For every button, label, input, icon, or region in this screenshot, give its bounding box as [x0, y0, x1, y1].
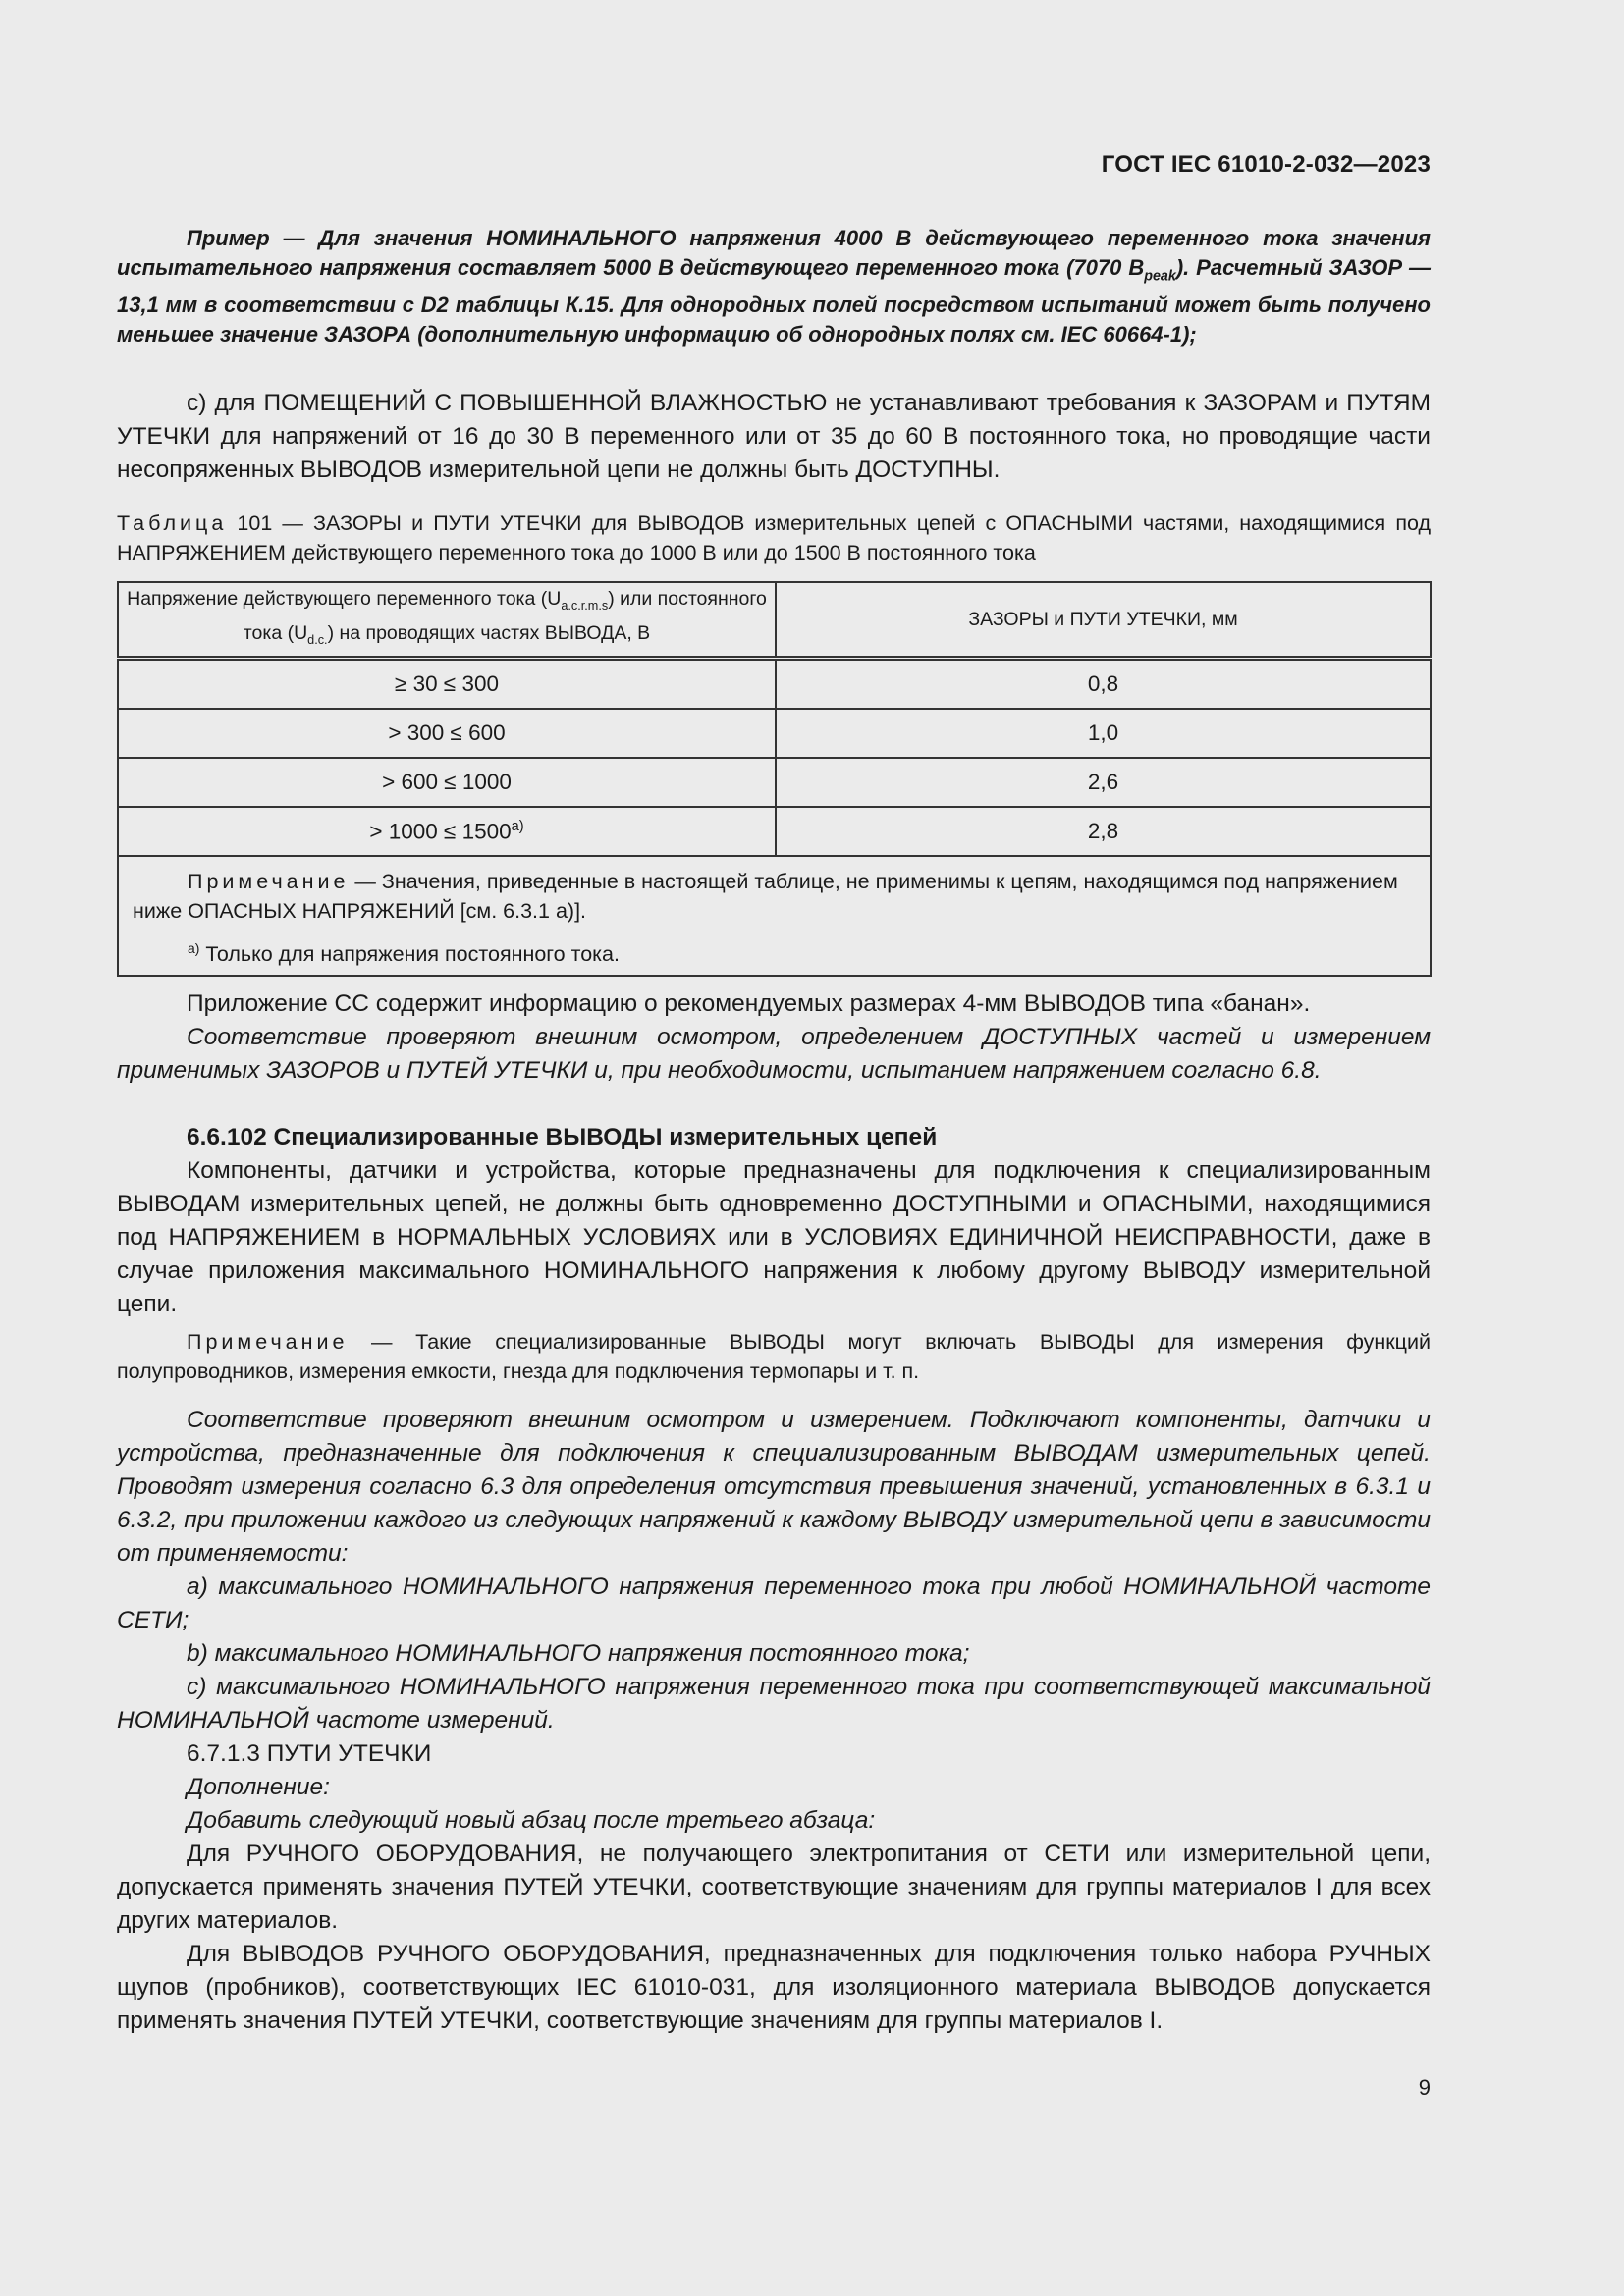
example-subscript: peak — [1144, 268, 1176, 285]
item-c-paragraph: c) для ПОМЕЩЕНИЙ С ПОВЫШЕННОЙ ВЛАЖНОСТЬЮ не устанавливают требования к ЗАЗОРАМ и ПУТЯМ УТЕЧКИ для напряжений от 16 до 30 В переменного или от 35 до 60 В постоянного тока, но проводящие части несопряженных ВЫВОДОВ измерительной цепи не должны быть ДОСТУПНЫ. — [117, 390, 1431, 483]
header-sub-acrms: a.c.r.m.s — [561, 599, 609, 613]
example-paragraph — [117, 224, 1431, 349]
table-note-cell — [118, 856, 1431, 976]
addition-instruction: Добавить следующий новый абзац после третьего абзаца: — [187, 1807, 876, 1834]
voltage-cell: > 300 ≤ 600 — [118, 709, 776, 758]
example-text-2: ). Расчетный ЗАЗОР — 13,1 мм в соответствии с D2 таблицы К.15. Для однородных полей посредством испытаний может быть получено меньшее значение ЗАЗОРА (дополнительную информацию об однородных полях см. IEC 60664-1); — [117, 255, 1431, 347]
table-caption-label: Таблица — [117, 511, 228, 535]
page-number: 9 — [1418, 2075, 1431, 2100]
document-header: ГОСТ IEC 61010-2-032—2023 — [1101, 151, 1431, 178]
table-footnote — [133, 934, 1416, 969]
table-row — [118, 758, 1431, 807]
table-caption-text: 101 — ЗАЗОРЫ и ПУТИ УТЕЧКИ для ВЫВОДОВ измерительных цепей с ОПАСНЫМИ частями, находящимися под НАПРЯЖЕНИЕМ действующего переменного тока до 1000 В или до 1500 В постоянного тока — [117, 511, 1431, 564]
footnote-marker: a) — [511, 818, 524, 834]
header-voltage-cell — [118, 582, 776, 659]
header-voltage-text-c: ) на проводящих частях ВЫВОДА, В — [327, 622, 651, 644]
example-text-1: Пример — Для значения НОМИНАЛЬНОГО напряжения 4000 В действующего переменного тока значения испытательного напряжения составляет 5000 В действующего переменного тока (7070 В — [117, 226, 1431, 280]
header-voltage-text-a: Напряжение действующего переменного тока (U — [127, 588, 562, 611]
table-row — [118, 709, 1431, 758]
table-note — [133, 867, 1416, 926]
annex-cc-paragraph: Приложение СС содержит информацию о рекомендуемых размерах 4-мм ВЫВОДОВ типа «банан». — [187, 990, 1311, 1017]
table-note-label: Примечание — [188, 870, 350, 893]
list-item-a: a) максимального НОМИНАЛЬНОГО напряжения переменного тока при любой НОМИНАЛЬНОЙ частоте СЕТИ; — [117, 1574, 1431, 1633]
header-clearance-cell: ЗАЗОРЫ и ПУТИ УТЕЧКИ, мм — [776, 582, 1431, 659]
table-footnote-marker: a) — [188, 940, 200, 956]
table-note-row — [118, 856, 1431, 976]
value-cell: 1,0 — [776, 709, 1431, 758]
list-item-c: c) максимального НОМИНАЛЬНОГО напряжения переменного тока при соответствующей максимальной НОМИНАЛЬНОЙ частоте измерений. — [117, 1674, 1431, 1734]
note2-text: — Такие специализированные ВЫВОДЫ могут включать ВЫВОДЫ для измерения функций полупроводников, измерения емкости, гнезда для подключения термопары и т. п. — [117, 1330, 1431, 1383]
note2-label: Примечание — [187, 1330, 349, 1354]
compliance-paragraph-2: Соответствие проверяют внешним осмотром и измерением. Подключают компоненты, датчики и устройства, предназначенные для подключения к специализированным ВЫВОДАМ измерительных цепей. Проводят измерения согласно 6.3 для определения отсутствия превышения значений, установленных в 6.3.1 и 6.3.2, при приложении каждого из следующих напряжений к каждому ВЫВОДУ измерительной цепи в зависимости от применяемости: — [117, 1407, 1431, 1567]
table-row — [118, 807, 1431, 856]
value-cell: 2,8 — [776, 807, 1431, 856]
note-paragraph-2 — [117, 1327, 1431, 1386]
paragraph-hand-held-2: Для ВЫВОДОВ РУЧНОГО ОБОРУДОВАНИЯ, предназначенных для подключения только набора РУЧНЫХ щупов (пробников), соответствующих IEC 61010-031, для изоляционного материала ВЫВОДОВ допускается применять значения ПУТЕЙ УТЕЧКИ, соответствующие значениям для группы материалов I. — [117, 1941, 1431, 2034]
compliance-paragraph-1: Соответствие проверяют внешним осмотром, определением ДОСТУПНЫХ частей и измерением применимых ЗАЗОРОВ и ПУТЕЙ УТЕЧКИ и, при необходимости, испытанием напряжением согласно 6.8. — [117, 1024, 1431, 1084]
voltage-cell — [118, 807, 776, 856]
addition-label: Дополнение: — [187, 1774, 330, 1800]
voltage-cell: ≥ 30 ≤ 300 — [118, 659, 776, 710]
table-note-text: — Значения, приведенные в настоящей таблице, не применимы к цепям, находящимся под напряжением ниже ОПАСНЫХ НАПРЯЖЕНИЙ [см. 6.3.1 а)]. — [133, 870, 1398, 923]
voltage-cell: > 600 ≤ 1000 — [118, 758, 776, 807]
section-paragraph: Компоненты, датчики и устройства, которые предназначены для подключения к специализированным ВЫВОДАМ измерительных цепей, не должны быть одновременно ДОСТУПНЫМИ и ОПАСНЫМИ, находящимися под НАПРЯЖЕНИЕМ в НОРМАЛЬНЫХ УСЛОВИЯХ или в УСЛОВИЯХ ЕДИНИЧНОЙ НЕИСПРАВНОСТИ, даже в случае приложения максимального НОМИНАЛЬНОГО напряжения к любому другому ВЫВОДУ измерительной цепи. — [117, 1157, 1431, 1317]
value-cell: 2,6 — [776, 758, 1431, 807]
header-sub-dc: d.c. — [307, 632, 328, 647]
table-caption — [117, 508, 1431, 567]
paragraph-hand-held-1: Для РУЧНОГО ОБОРУДОВАНИЯ, не получающего электропитания от СЕТИ или измерительной цепи, допускается применять значения ПУТЕЙ УТЕЧКИ, соответствующие значениям для группы материалов I для всех других материалов. — [117, 1841, 1431, 1934]
table-header-row — [118, 582, 1431, 659]
subsection-title: 6.7.1.3 ПУТИ УТЕЧКИ — [187, 1740, 432, 1767]
section-title: 6.6.102 Специализированные ВЫВОДЫ измерительных цепей — [187, 1124, 938, 1150]
voltage-cell-text: > 1000 ≤ 1500 — [369, 819, 512, 844]
clearance-table — [117, 581, 1432, 977]
list-item-b: b) максимального НОМИНАЛЬНОГО напряжения постоянного тока; — [187, 1640, 970, 1667]
header-voltage-text-b: ) или постоянного тока (U — [243, 588, 767, 644]
value-cell: 0,8 — [776, 659, 1431, 710]
table-footnote-text: Только для напряжения постоянного тока. — [199, 942, 620, 967]
table-row — [118, 659, 1431, 710]
